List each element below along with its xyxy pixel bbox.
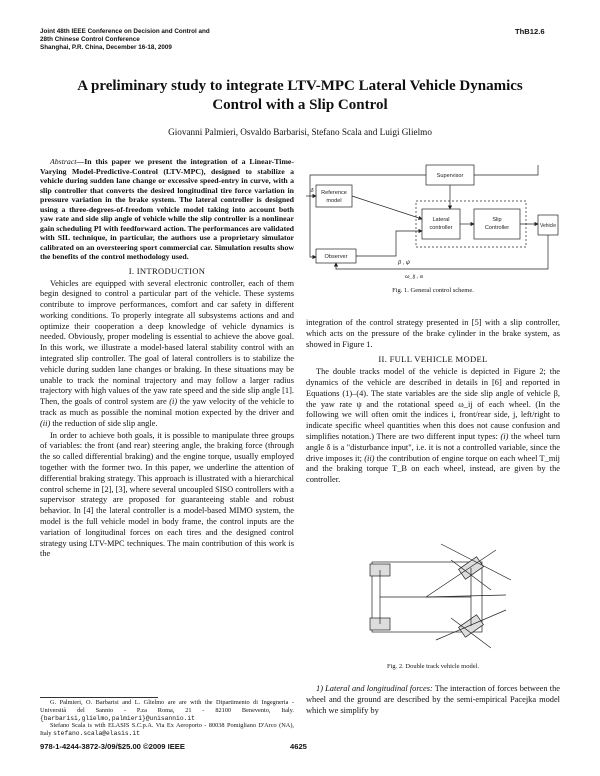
delta-signal-label: δ [310, 188, 314, 194]
model-label: model [326, 198, 342, 204]
title-line-1: A preliminary study to integrate LTV-MPC Lateral Vehicle Dynamics [77, 78, 523, 94]
left-column [40, 157, 294, 560]
slip-controller-block [474, 209, 520, 239]
subsection-text: The interaction of forces between the wheel and the ground are described by the semi-empirical Pacejka model which we simplify by [306, 684, 560, 715]
abstract: Abstract—In this paper we present the integration of a Linear-Time-Varying Model-Predictive-Control (LTV-MPC), designed to stabilize a vehicle during sudden lane change or excessive speed-entry in curve, with a slip controller that converts the desired longitudinal tire force variation in pressure variation in the brake system. The lateral controller is designed using a three-degrees-of-freedom vehicle model taking into account both yaw rate and side slip angle of vehicle while the slip controller is a nonlinear gain scheduling PI with feedforward action. The performances are validated with SIL technique, in particular, the authors use a proprietary simulator calibrated on an oversteering sport commercial car. Simulation results show the benefits of the control methodology used. [40, 157, 294, 261]
footnote [40, 699, 294, 738]
introduction-body [40, 279, 294, 561]
intro-paragraph-1: Vehicles are equipped with several electronic controller, each of them begin designed to control a particular part of the vehicle. These systems contribute to improve performances, comfort and car safety in different working conditions. To properly integrate all subsystems actions and and optimize their cooperation a deep knowledge of vehicle dynamics is needed. Obviously, proper modeling is essential to achieve the above goal. In this work, we illustrate a model-based lateral stability control with an integrated slip controller. The goal of lateral controllers is to stabilize the vehicle during sudden lane changes or braking. In these situations may be unable to track the nominal trajectory and may follow a larger radius trajectory with high values of the yaw rate speed and the side slip angle [1]. Then, the goals of control system are (i) the yaw velocity of the vehicle to track as much as possible the nominal motion expected by the driver and (ii) the reduction of side slip angle. [40, 278, 294, 428]
page-number: 4625 [290, 742, 307, 751]
col2-paragraph-continuation: integration of the control strategy presented in [5] with a slip controller, which acts on the pressure of the brake cylinder in the brake system, as showed in Figure 1. [306, 318, 560, 349]
abstract-label: Abstract [50, 157, 77, 166]
intro-paragraph-2: In order to achieve both goals, it is possible to manipulate three groups of variables: the front (and rear) steering angle, the braking force (through the so called differential braking) and the engine torque, usually employed together with the former two. In this paper, we underline the attention of differential braking strategy. This approach is illustrated with a hierarchical control scheme in [2], [3], where several uncoupled SISO controllers with a supervisor strategy are proposed for guaranteeing stable and robust behavior. In [4] the lateral controller is a model-based MIMO system, the model is the full vehicle model in body frame, the control inputs are the variation of longitudinal forces on each tires and the designed control strategy using LTV-MPC techniques. The main contribution of this work is the [40, 430, 294, 559]
footnote-affiliation-1: G. Palmieri, O. Barbarisi and L. Glielmo are are with the Dipartimento di Ingegneria - Università del Sannio - P.za Roma, 21 - 82100 Benevento, Italy. [40, 699, 294, 714]
section-heading-full-vehicle-model: II. FULL VEHICLE MODEL [378, 354, 488, 365]
section-heading-introduction: I. INTRODUCTION [128, 265, 206, 276]
footnote-emails-1: {barbarisi,glielmo,palmieri}@unisannio.it [40, 714, 195, 722]
conference-header [40, 28, 340, 52]
figure-1-caption: Fig. 1. General control scheme. [392, 287, 474, 294]
isbn-footer: 978-1-4244-3872-3/09/$25.00 ©2009 IEEE [40, 742, 185, 751]
slip-controller-label: Controller [484, 225, 510, 231]
footnote-email-2: stefano.scala@elasis.it [53, 730, 141, 738]
conference-line-2: 28th Chinese Control Conference [40, 36, 140, 43]
paper-title [40, 77, 560, 114]
section2-paragraph-1: The double tracks model of the vehicle is depicted in Figure 2; the dynamics of the vehicle are described in details in [6] and reported in Equations (1)–(4). The state variables are the side slip angle of vehicle β, the yaw rate ψ and the rotational speed ω_ij of each wheel. (In the following we will often omit the indices i, front/rear side, j, left/right to indicate specific wheel quantities when this does not cause confusion and simplifies notation.) There are two different input types: (i) the wheel turn angle δ is a "disturbance input", i.e. it is not a controlled variable, since the drive imposes it; (ii) the contribution of engine torque on each wheel T_mij and the braking torque T_B on each wheel, instead, are given by the controller. [306, 367, 561, 485]
title-line-2: Control with a Slip Control [212, 96, 388, 113]
author-list: Giovanni Palmieri, Osvaldo Barbarisi, Stefano Scala and Luigi Glielmo [168, 127, 432, 137]
controller-label: controller [429, 225, 453, 231]
observer-label: Observer [324, 254, 348, 260]
vehicle-label: Vehicle [539, 223, 557, 229]
supervisor-label: Supervisor [436, 173, 464, 179]
abstract-text: In this paper we present the integration of a Linear-Time-Varying Model-Predictive-Control (LTV-MPC), designed to stabilize a vehicle during sudden lane change or excessive speed-entry in curve, with a slip controller that converts the desired longitudinal tire force variation in pressure variation in the brake system. The lateral controller is designed using a three-degrees-of-freedom vehicle model taking into account both yaw rate and side slip angle of vehicle while the slip controller is a nonlinear gain scheduling PI with feedforward action. The performances are validated with SIL technique, in particular, the authors use a proprietary simulator calibrated on an oversteering sport commercial car. Simulation results show the benefits of the control methodology used. [40, 157, 294, 261]
slip-label: Slip [492, 217, 502, 223]
figure-1-control-scheme [306, 157, 560, 282]
lateral-controller-block [422, 209, 460, 239]
beta-signal-label: β , ψ̇ [398, 260, 410, 266]
footnote-affiliation-2: Stefano Scala is with ELASIS S.C.p.A. Via Ex Aeroporto - 80038 Pomigliano D'Arco (NA), Italy [40, 722, 294, 738]
paper-id: ThB12.6 [515, 27, 545, 36]
figure-2-double-track-model [356, 540, 516, 655]
conference-line-1: Joint 48th IEEE Conference on Decision and Control and [40, 28, 210, 35]
footnote-rule [40, 697, 158, 698]
reference-label: Reference [321, 190, 347, 196]
right-column-upper [306, 318, 560, 486]
conference-line-3: Shanghai, P.R. China, December 16-18, 2009 [40, 44, 172, 51]
figure-2-caption: Fig. 2. Double track vehicle model. [386, 663, 480, 670]
lateral-label: Lateral [432, 217, 450, 223]
subsection-heading: 1) Lateral and longitudinal forces: [316, 684, 433, 693]
omega-signal-label: ω_ij , a [405, 274, 423, 280]
subsection-forces [306, 684, 560, 716]
